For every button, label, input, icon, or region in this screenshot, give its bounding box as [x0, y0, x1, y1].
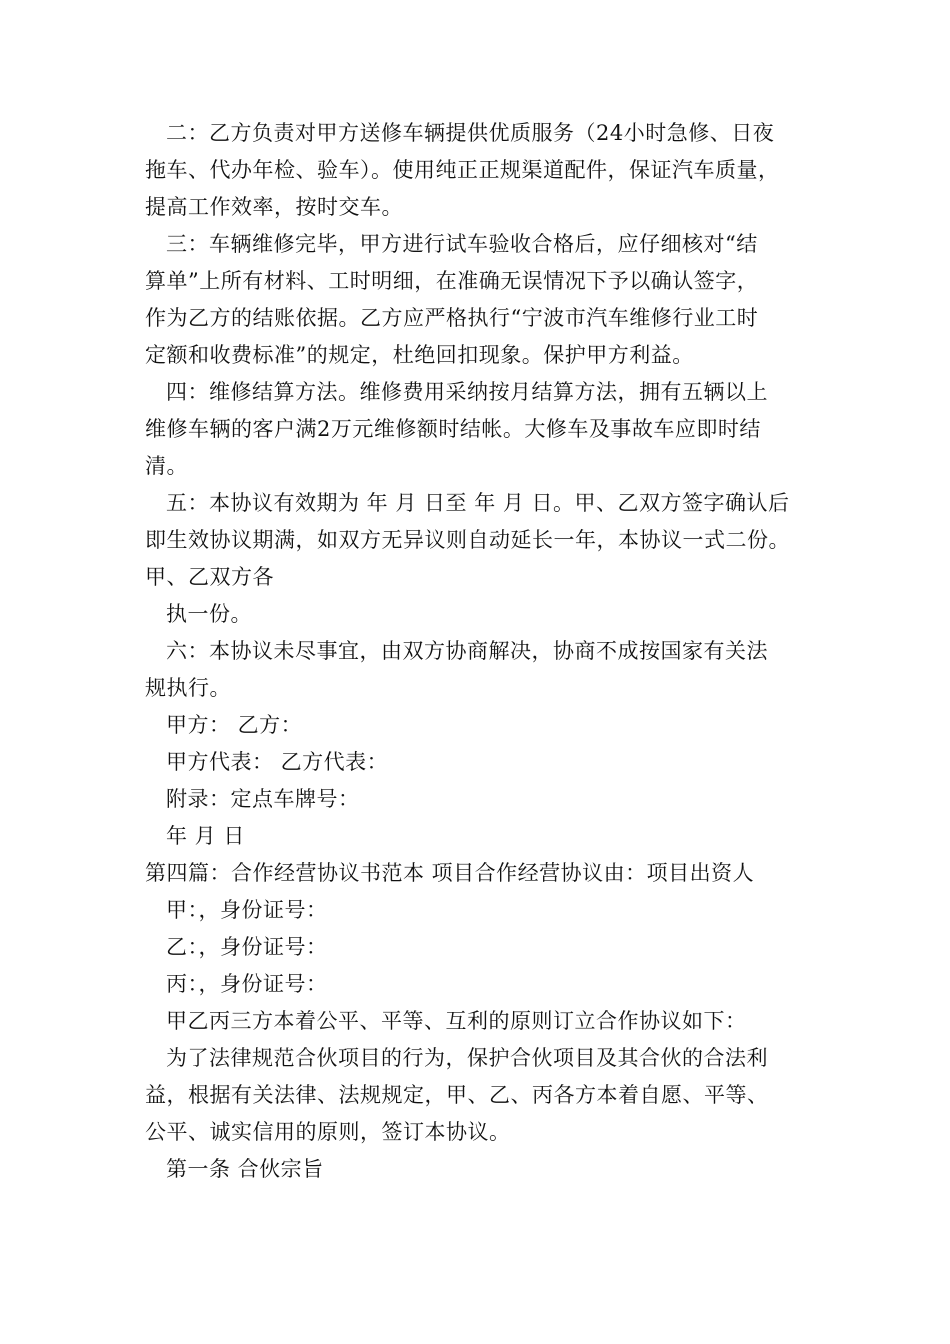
text-line: 六：本协议未尽事宜，由双方协商解决，协商不成按国家有关法	[166, 639, 768, 663]
document-body	[145, 115, 825, 1188]
text-line: 甲、乙双方各	[145, 565, 274, 589]
text-line: 作为乙方的结账依据。乙方应严格执行“宁波市汽车维修行业工时	[145, 306, 759, 330]
text-line: 益，根据有关法律、法规规定，甲、乙、丙各方本着自愿、平等、	[145, 1083, 769, 1107]
text-line: 即生效协议期满，如双方无异议则自动延长一年，本协议一式二份。	[145, 528, 790, 552]
text-line: 执一份。	[166, 602, 252, 626]
text-line: 定额和收费标准”的规定，杜绝回扣现象。保护甲方利益。	[145, 343, 694, 367]
signature-party-line: 甲方： 乙方：	[166, 713, 303, 737]
section-heading: 第四篇：合作经营协议书范本 项目合作经营协议由：项目出资人	[145, 861, 755, 885]
text-line: 规执行。	[145, 676, 231, 700]
text-line: 算单”上所有材料、工时明细，在准确无误情况下予以确认签字，	[145, 269, 759, 293]
party-c-id-line: 丙：，身份证号：	[166, 972, 328, 996]
text-line: 公平、诚实信用的原则，签订本协议。	[145, 1120, 511, 1144]
article-heading: 第一条 合伙宗旨	[166, 1157, 324, 1181]
text-line: 二：乙方负责对甲方送修车辆提供优质服务（24小时急修、日夜	[166, 121, 775, 145]
text-line: 清。	[145, 454, 188, 478]
text-line: 五：本协议有效期为 年 月 日至 年 月 日。甲、乙双方签字确认后	[166, 491, 790, 515]
text-line: 三：车辆维修完毕，甲方进行试车验收合格后，应仔细核对“结	[166, 232, 758, 256]
party-b-id-line: 乙：，身份证号：	[166, 935, 328, 959]
text-line: 为了法律规范合伙项目的行为，保护合伙项目及其合伙的合法利	[166, 1046, 768, 1070]
date-line: 年 月 日	[166, 824, 245, 848]
party-a-id-line: 甲：，身份证号：	[166, 898, 328, 922]
text-line: 甲乙丙三方本着公平、平等、互利的原则订立合作协议如下：	[166, 1009, 747, 1033]
text-line: 提高工作效率，按时交车。	[145, 195, 403, 219]
signature-representative-line: 甲方代表： 乙方代表：	[166, 750, 389, 774]
text-line: 拖车、代办年检、验车）。使用纯正正规渠道配件，保证汽车质量，	[145, 158, 780, 182]
text-line: 四：维修结算方法。维修费用采纳按月结算方法，拥有五辆以上	[166, 380, 768, 404]
appendix-plate-line: 附录：定点车牌号：	[166, 787, 360, 811]
text-line: 维修车辆的客户满2万元维修额时结帐。大修车及事故车应即时结	[145, 417, 761, 441]
